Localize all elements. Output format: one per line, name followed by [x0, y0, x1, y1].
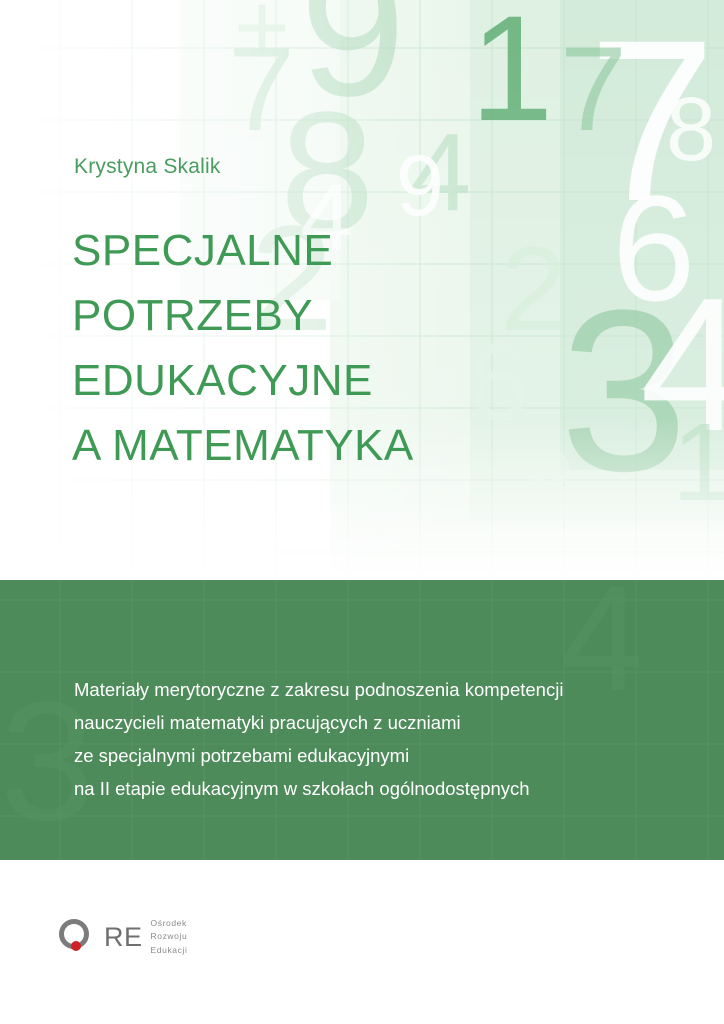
svg-text:4: 4 — [560, 580, 644, 722]
svg-text:3: 3 — [0, 667, 95, 857]
logo-acronym: RE — [104, 921, 143, 952]
logo-word-2: Rozwoju — [150, 931, 188, 942]
logo-word-1: Ośrodek — [150, 918, 187, 929]
ore-ring-dot-icon — [56, 916, 98, 958]
publisher-logo — [56, 916, 187, 958]
logo-word-3: Edukacji — [150, 944, 188, 955]
title-line-1: SPECJALNE — [72, 226, 334, 275]
page-title — [72, 218, 632, 478]
subtitle-line-2: nauczycieli matematyki pracujących z uczniami — [74, 711, 461, 733]
subtitle-line-1: Materiały merytoryczne z zakresu podnoszenia kompetencji — [74, 679, 564, 700]
subtitle-band — [0, 580, 724, 860]
logo-wordmark — [151, 917, 188, 957]
subtitle — [74, 674, 674, 806]
subtitle-line-3: ze specjalnymi potrzebami edukacyjnymi — [74, 744, 410, 766]
title-line-3: EDUKACYJNE — [72, 356, 373, 406]
author-name: Krystyna Skalik — [74, 155, 221, 178]
subtitle-line-4: na II etapie edukacyjnym w szkołach ogólnodostępnych — [74, 777, 530, 799]
title-line-2: POTRZEBY — [72, 291, 314, 341]
title-line-4: A MATEMATYKA — [72, 421, 414, 471]
